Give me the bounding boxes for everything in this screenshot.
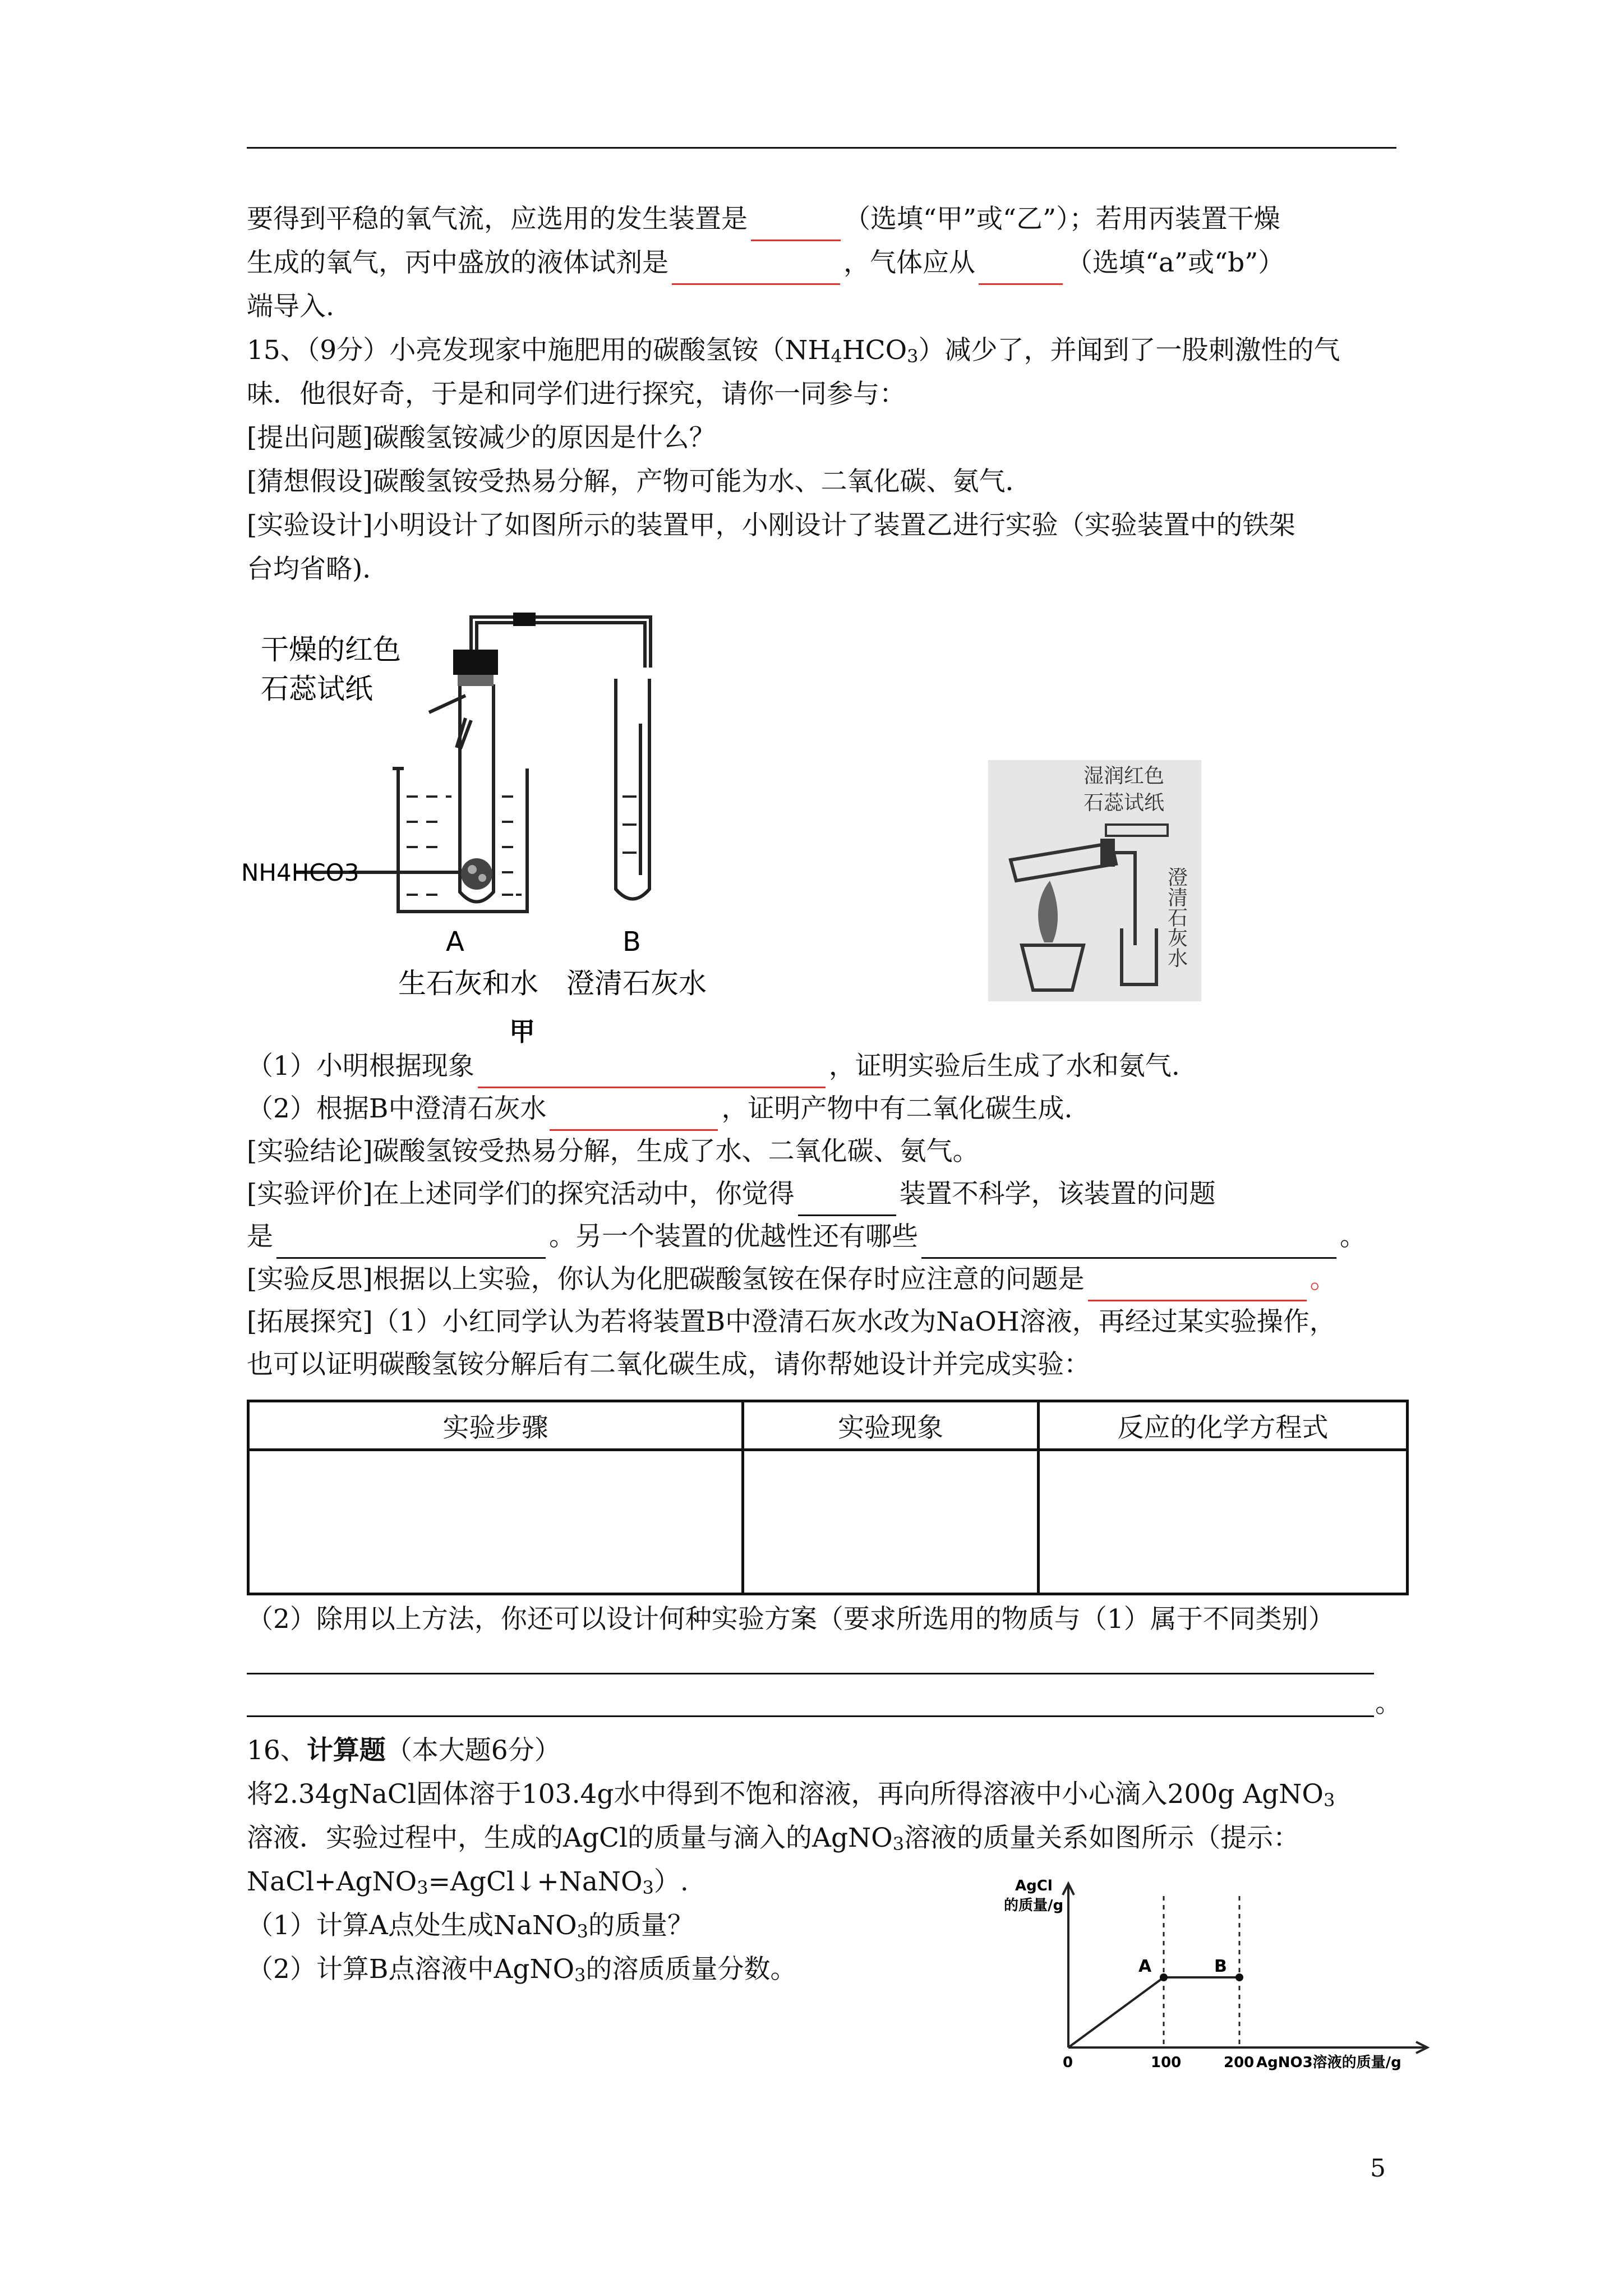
answer-blank[interactable] bbox=[672, 253, 840, 285]
q15-sub2: （2）根据B中澄清石灰水 ，证明产物中有二氧化碳生成. bbox=[247, 1087, 1402, 1131]
experiment-table bbox=[247, 1400, 1409, 1595]
q15-extension2: 也可以证明碳酸氢铵分解后有二氧化碳生成，请你帮她设计并完成实验： bbox=[247, 1349, 1090, 1380]
svg-text:100: 100 bbox=[1151, 2054, 1182, 2071]
apparatus-yi-figure bbox=[988, 760, 1201, 1001]
answer-blank[interactable] bbox=[276, 1227, 546, 1259]
svg-text:生石灰和水: 生石灰和水 bbox=[398, 967, 538, 1000]
svg-text:NH4HCO3: NH4HCO3 bbox=[241, 859, 359, 886]
svg-text:B: B bbox=[623, 926, 641, 958]
answer-blank[interactable] bbox=[798, 1184, 896, 1216]
answer-blank[interactable] bbox=[478, 1056, 826, 1088]
q15-line2: 味．他很好奇，于是和同学们进行探究，请你一同参与： bbox=[247, 379, 906, 409]
q15-conclusion: [实验结论]碳酸氢铵受热易分解，生成了水、二氧化碳、氨气。 bbox=[247, 1136, 979, 1167]
svg-text:AgCl: AgCl bbox=[1015, 1878, 1053, 1894]
cell-equation[interactable] bbox=[1039, 1450, 1408, 1594]
svg-text:A: A bbox=[1138, 1957, 1152, 1976]
q15-question: [提出问题]碳酸氢铵减少的原因是什么？ bbox=[247, 422, 716, 453]
q15-extension1: [拓展探究]（1）小红同学认为若将装置B中澄清石灰水改为NaOH溶液，再经过某实验操作， bbox=[247, 1306, 1336, 1337]
svg-text:甲: 甲 bbox=[509, 1016, 535, 1047]
end-period: 。 bbox=[1375, 1688, 1401, 1719]
answer-line[interactable] bbox=[247, 1715, 1374, 1717]
q15-design-cont: 台均省略)． bbox=[247, 554, 389, 585]
svg-text:澄清石灰水: 澄清石灰水 bbox=[566, 967, 707, 1000]
agcl-mass-graph bbox=[1004, 1874, 1453, 2076]
svg-text:0: 0 bbox=[1063, 2054, 1073, 2071]
svg-text:200: 200 bbox=[1224, 2054, 1255, 2071]
apparatus-jia-figure bbox=[241, 600, 746, 1060]
svg-text:澄清石灰水: 澄清石灰水 bbox=[1164, 867, 1188, 968]
svg-text:的质量/g: 的质量/g bbox=[1004, 1897, 1064, 1914]
answer-blank[interactable] bbox=[1088, 1269, 1307, 1301]
line-reagent: 生成的氧气，丙中盛放的液体试剂是 ，气体应从 （选填“a”或“b”） bbox=[247, 241, 1402, 285]
answer-blank[interactable] bbox=[550, 1099, 718, 1131]
q15-eval2: 是 。另一个装置的优越性还有哪些 。 bbox=[247, 1215, 1402, 1259]
cell-steps[interactable] bbox=[248, 1450, 743, 1594]
q16-line1: 将2.34gNaCl固体溶于103.4g水中得到不饱和溶液，再向所得溶液中小心滴入200g AgNO$_3$ bbox=[247, 1779, 1335, 1811]
line-generator: 要得到平稳的氧气流，应选用的发生装置是 （选填“甲”或“乙”）；若用丙装置干燥 bbox=[247, 197, 1402, 241]
col-steps: 实验步骤 bbox=[248, 1401, 743, 1450]
svg-text:湿润红色: 湿润红色 bbox=[1083, 765, 1165, 788]
q15-hypothesis: [猜想假设]碳酸氢铵受热易分解，产物可能为水、二氧化碳、氨气． bbox=[247, 466, 1032, 497]
header-rule bbox=[247, 147, 1396, 149]
svg-text:AgNO3溶液的质量/g: AgNO3溶液的质量/g bbox=[1256, 2054, 1401, 2071]
answer-blank[interactable] bbox=[751, 209, 841, 241]
q16-line3: NaCl+AgNO$_3$=AgCl↓+NaNO$_3$）. bbox=[247, 1866, 689, 1898]
q15-reflection: [实验反思]根据以上实验，你认为化肥碳酸氢铵在保存时应注意的问题是 。 bbox=[247, 1258, 1402, 1301]
q15-eval1: [实验评价]在上述同学们的探究活动中，你觉得 装置不科学，该装置的问题 bbox=[247, 1172, 1402, 1216]
answer-blank[interactable] bbox=[979, 253, 1063, 285]
col-equation: 反应的化学方程式 bbox=[1039, 1401, 1408, 1450]
q16-sub1: （1）计算A点处生成NaNO$_3$的质量？ bbox=[247, 1910, 694, 1942]
q15-design: [实验设计]小明设计了如图所示的装置甲，小刚设计了装置乙进行实验（实验装置中的铁架 bbox=[247, 510, 1295, 541]
svg-text:干燥的红色: 干燥的红色 bbox=[261, 633, 401, 666]
q16-sub2: （2）计算B点溶液中AgNO$_3$的溶质质量分数。 bbox=[247, 1954, 797, 1986]
answer-blank[interactable] bbox=[921, 1227, 1336, 1259]
svg-text:A: A bbox=[446, 926, 464, 958]
svg-text:B: B bbox=[1214, 1957, 1227, 1976]
cell-phenomena[interactable] bbox=[743, 1450, 1039, 1594]
q15-sub1: （1）小明根据现象 ，证明实验后生成了水和氨气. bbox=[247, 1045, 1402, 1088]
q16-line2: 溶液．实验过程中，生成的AgCl的质量与滴入的AgNO$_3$溶液的质量关系如图所示（提示： bbox=[247, 1823, 1300, 1855]
q15-extension3: （2）除用以上方法，你还可以设计何种实验方案（要求所选用的物质与（1）属于不同类别） bbox=[247, 1604, 1335, 1635]
page-number: 5 bbox=[1370, 2154, 1386, 2183]
q15-line1: 15、（9分）小亮发现家中施肥用的碳酸氢铵$(NH_4HCO_3)$减少了，并闻到了一股刺激性的气 bbox=[247, 335, 1340, 367]
col-phenomena: 实验现象 bbox=[743, 1401, 1039, 1450]
answer-line[interactable] bbox=[247, 1673, 1374, 1674]
svg-text:石蕊试纸: 石蕊试纸 bbox=[261, 673, 373, 705]
svg-text:石蕊试纸: 石蕊试纸 bbox=[1083, 792, 1165, 815]
line-end: 端导入. bbox=[247, 291, 334, 322]
q16-title: 16、计算题（本大题6分） bbox=[247, 1735, 561, 1766]
